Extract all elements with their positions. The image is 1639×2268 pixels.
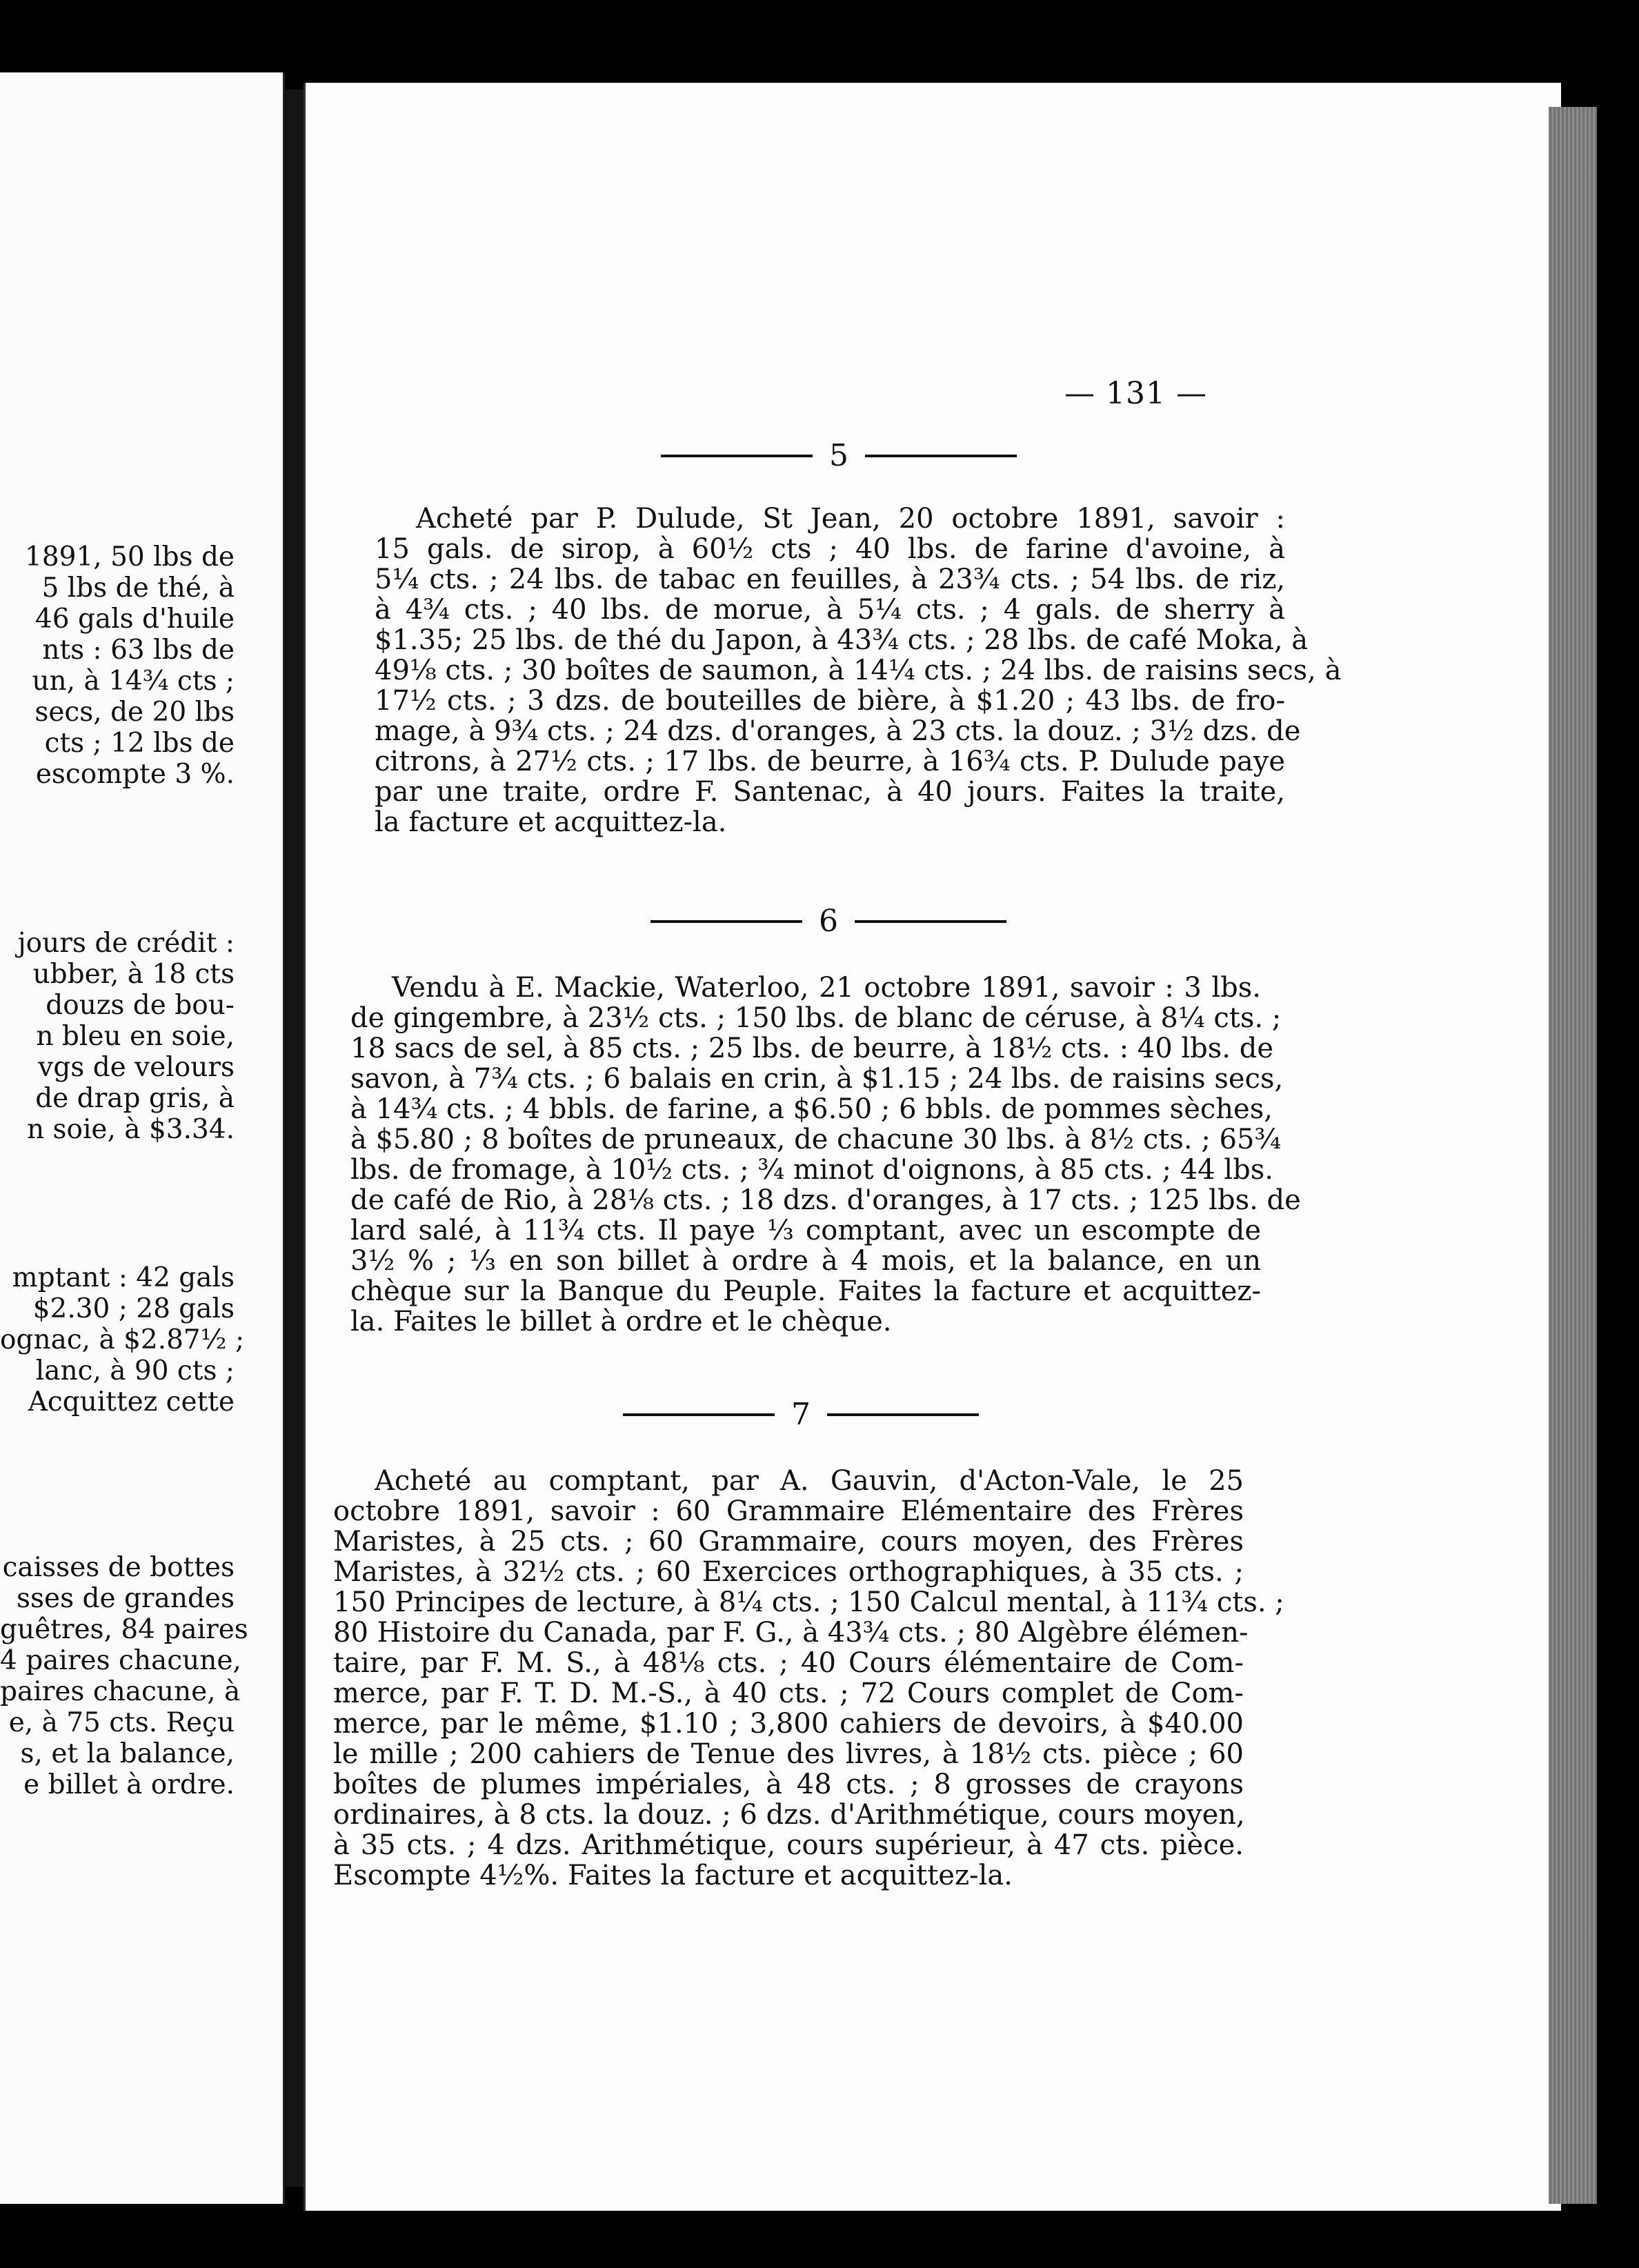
section-number: 6 [819, 904, 838, 939]
text-line: 80 Histoire du Canada, par F. G., à 43¾ cts. ; 80 Algèbre élémen- [333, 1617, 1249, 1649]
text-line: ordinaires, à 8 cts. la douz. ; 6 dzs. d'Arithmétique, cours moyen, [333, 1799, 1245, 1831]
section-5-paragraph [375, 503, 1342, 838]
section-number: 7 [791, 1397, 811, 1432]
left-line: ubber, à 18 cts [32, 959, 235, 990]
section-rule [855, 920, 1006, 923]
left-line: ognac, à $2.87½ ; [0, 1324, 245, 1355]
left-line: 4 paires chacune, [0, 1645, 241, 1676]
text-line: chèque sur la Banque du Peuple. Faites la facture et acquittez- [350, 1275, 1261, 1307]
text-line: Acheté au comptant, par A. Gauvin, d'Acton-Vale, le 25 [375, 1465, 1244, 1497]
text-line: 5¼ cts. ; 24 lbs. de tabac en feuilles, à 23¾ cts. ; 54 lbs. de riz, [375, 564, 1285, 595]
text-line: 49⅛ cts. ; 30 boîtes de saumon, à 14¼ cts. ; 24 lbs. de raisins secs, à [375, 655, 1342, 686]
left-line: caisses de bottes [2, 1552, 235, 1583]
left-page [0, 72, 285, 2204]
text-line: savon, à 7¾ cts. ; 6 balais en crin, à $1.15 ; 24 lbs. de raisins secs, [350, 1063, 1284, 1095]
left-line: 5 lbs de thé, à [41, 573, 235, 604]
left-line: secs, de 20 lbs [34, 697, 235, 728]
text-line: à 4¾ cts. ; 40 lbs. de morue, à 5¼ cts. ; 4 gals. de sherry à [375, 594, 1285, 626]
left-text-block-3 [0, 1262, 245, 1418]
text-line: de café de Rio, à 28⅛ cts. ; 18 dzs. d'oranges, à 17 cts. ; 125 lbs. de [350, 1184, 1301, 1216]
text-line: mage, à 9¾ cts. ; 24 dzs. d'oranges, à 23 cts. la douz. ; 3½ dzs. de [375, 715, 1301, 747]
text-line: la. Faites le billet à ordre et le chèque. [350, 1306, 892, 1337]
section-number: 5 [829, 438, 848, 473]
left-line: e, à 75 cts. Reçu [8, 1707, 235, 1738]
section-7-paragraph [333, 1465, 1284, 1891]
page-number: — 131 — [1064, 376, 1207, 411]
text-line: Maristes, à 25 cts. ; 60 Grammaire, cours moyen, des Frères [333, 1526, 1244, 1558]
text-line: 150 Principes de lecture, à 8¼ cts. ; 150 Calcul mental, à 11¾ cts. ; [333, 1586, 1284, 1618]
text-line: merce, par le même, $1.10 ; 3,800 cahiers de devoirs, à $40.00 [333, 1708, 1244, 1740]
text-line: à 14¾ cts. ; 4 bbls. de farine, a $6.50 ; 6 bbls. de pommes sèches, [350, 1093, 1273, 1125]
left-text-block-4 [0, 1552, 248, 1800]
text-line: lbs. de fromage, à 10½ cts. ; ¾ minot d'oignons, à 85 cts. ; 44 lbs. [350, 1154, 1273, 1186]
left-line: 1891, 50 lbs de [25, 541, 235, 573]
text-line: lard salé, à 11¾ cts. Il paye ⅓ comptant, avec un escompte de [350, 1215, 1261, 1246]
text-line: à $5.80 ; 8 boîtes de pruneaux, de chacune 30 lbs. à 8½ cts. ; 65¾ [350, 1124, 1282, 1155]
section-rule [865, 455, 1017, 457]
text-line: $1.35; 25 lbs. de thé du Japon, à 43¾ cts. ; 28 lbs. de café Moka, à [375, 624, 1309, 656]
section-header-7 [623, 1397, 979, 1432]
text-line: Escompte 4½%. Faites la facture et acquittez-la. [333, 1860, 1013, 1891]
left-line: guêtres, 84 paires [0, 1614, 248, 1645]
left-line: escompte 3 %. [35, 759, 235, 790]
text-line: de gingembre, à 23½ cts. ; 150 lbs. de blanc de céruse, à 8¼ cts. ; [350, 1002, 1282, 1034]
section-rule [827, 1413, 979, 1416]
left-line: nts : 63 lbs de [42, 635, 235, 666]
right-page [304, 83, 1561, 2211]
left-line: paires chacune, à [0, 1676, 241, 1707]
book-gutter [286, 90, 304, 2187]
text-line: boîtes de plumes impériales, à 48 cts. ; 8 grosses de crayons [333, 1769, 1244, 1800]
text-line: à 35 cts. ; 4 dzs. Arithmétique, cours supérieur, à 47 cts. pièce. [333, 1829, 1244, 1861]
left-line: n soie, à $3.34. [26, 1114, 235, 1145]
left-line: Acquittez cette [28, 1386, 235, 1418]
left-text-block-2 [0, 928, 235, 1145]
left-line: jours de crédit : [17, 928, 235, 959]
left-line: $2.30 ; 28 gals [32, 1293, 235, 1324]
text-line: octobre 1891, savoir : 60 Grammaire Elémentaire des Frères [333, 1495, 1244, 1527]
left-line: s, et la balance, [20, 1738, 235, 1769]
section-6-paragraph [350, 972, 1301, 1337]
left-line: mptant : 42 gals [12, 1262, 235, 1293]
text-line: 3½ % ; ⅓ en son billet à ordre à 4 mois, et la balance, en un [350, 1245, 1261, 1277]
section-header-6 [650, 904, 1006, 939]
left-line: douzs de bou- [46, 990, 235, 1021]
section-header-5 [661, 438, 1017, 473]
left-line: cts ; 12 lbs de [44, 728, 235, 759]
text-line: Acheté par P. Dulude, St Jean, 20 octobre 1891, savoir : [416, 503, 1285, 535]
text-line: 17½ cts. ; 3 dzs. de bouteilles de bière, à $1.20 ; 43 lbs. de fro- [375, 685, 1285, 717]
left-line: n bleu en soie, [36, 1021, 235, 1052]
left-line: 46 gals d'huile [34, 604, 235, 635]
section-rule [650, 920, 802, 923]
left-line: de drap gris, à [35, 1083, 235, 1114]
left-line: lanc, à 90 cts ; [35, 1355, 235, 1386]
section-rule [661, 455, 813, 457]
text-line: 15 gals. de sirop, à 60½ cts ; 40 lbs. de farine d'avoine, à [375, 533, 1285, 565]
text-line: Vendu à E. Mackie, Waterloo, 21 octobre 1891, savoir : 3 lbs. [392, 972, 1261, 1004]
text-line: Maristes, à 32½ cts. ; 60 Exercices orthographiques, à 35 cts. ; [333, 1556, 1244, 1588]
text-line: la facture et acquittez-la. [375, 806, 727, 838]
left-line: e billet à ordre. [23, 1769, 235, 1800]
text-line: taire, par F. M. S., à 48⅛ cts. ; 40 Cours élémentaire de Com- [333, 1647, 1244, 1679]
page-stack-edge [1549, 107, 1597, 2204]
text-line: 18 sacs de sel, à 85 cts. ; 25 lbs. de beurre, à 18½ cts. : 40 lbs. de [350, 1033, 1274, 1064]
left-text-block-1 [0, 541, 235, 790]
text-line: par une traite, ordre F. Santenac, à 40 jours. Faites la traite, [375, 776, 1285, 808]
text-line: merce, par F. T. D. M.-S., à 40 cts. ; 72 Cours complet de Com- [333, 1678, 1244, 1709]
left-line: vgs de velours [38, 1052, 235, 1083]
left-line: sses de grandes [17, 1583, 235, 1614]
section-rule [623, 1413, 775, 1416]
text-line: le mille ; 200 cahiers de Tenue des livres, à 18½ cts. pièce ; 60 [333, 1738, 1244, 1770]
text-line: citrons, à 27½ cts. ; 17 lbs. de beurre, à 16¾ cts. P. Dulude paye [375, 746, 1285, 777]
left-line: un, à 14¾ cts ; [32, 666, 235, 697]
